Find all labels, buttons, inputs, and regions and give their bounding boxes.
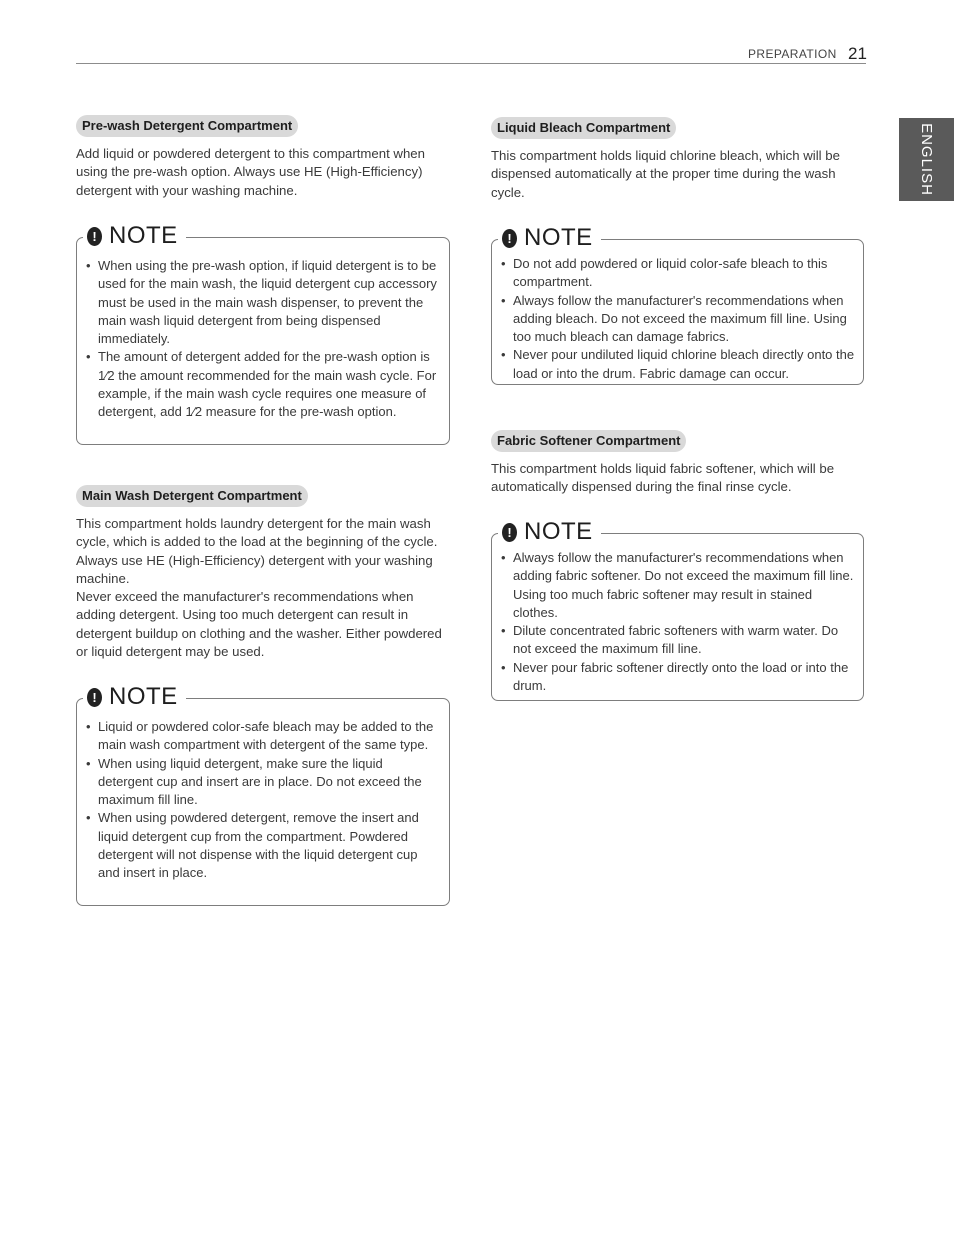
section-title: PREPARATION [748,47,837,61]
note-item: • Always follow the manufacturer's recommendations when adding bleach. Do not exceed the maximum fill line. Using too much bleach can damage fabrics. [501,292,855,347]
note-item: • When using liquid detergent, make sure the liquid detergent cup and insert are in place. Do not exceed the maximum fill line. [86,755,441,810]
note-title: NOTE [109,683,178,710]
prewash-note-box [76,222,450,445]
note-list [501,255,855,383]
softener-heading: Fabric Softener Compartment [491,430,686,452]
bleach-heading: Liquid Bleach Compartment [491,117,676,139]
note-list [86,257,441,422]
note-header [498,518,601,546]
note-item: • When using powdered detergent, remove the insert and liquid detergent cup from the compartment. Powdered detergent will not dispense with the liquid detergent cup and insert in place. [86,809,441,882]
mainwash-body-2: Never exceed the manufacturer's recommendations when adding detergent. Using too much detergent can result in detergent buildup on clothing and the washer. Either powdered or liquid detergent may be used. [76,589,442,659]
note-header [498,224,601,252]
note-item: • The amount of detergent added for the pre-wash option is 1⁄2 the amount recommended for the main wash cycle. For example, if the main wash cycle requires one measure of detergent, add 1⁄2 measure for the pre-wash option. [86,348,441,421]
note-header [83,222,186,250]
note-item: • Liquid or powdered color-safe bleach may be added to the main wash compartment with detergent of the same type. [86,718,441,755]
note-item: • Never pour undiluted liquid chlorine bleach directly onto the load or into the drum. Fabric damage can occur. [501,346,855,383]
exclamation-icon: ! [87,227,102,246]
prewash-body: Add liquid or powdered detergent to this compartment when using the pre-wash option. Always use HE (High-Efficiency) detergent with your washing machine. [76,146,425,198]
mainwash-body-1: This compartment holds laundry detergent for the main wash cycle, which is added to the load at the beginning of the cycle. Always use HE (High-Efficiency) detergent with your washing machine. [76,516,438,586]
note-title: NOTE [524,518,593,545]
softener-body: This compartment holds liquid fabric softener, which will be automatically dispensed during the final rinse cycle. [491,461,835,495]
note-list [86,718,441,883]
softener-note-box [491,518,864,701]
note-title: NOTE [524,224,593,251]
mainwash-heading: Main Wash Detergent Compartment [76,485,308,507]
language-tab-label: ENGLISH [918,123,936,196]
note-item: • Do not add powdered or liquid color-safe bleach to this compartment. [501,255,855,292]
note-item: • Always follow the manufacturer's recommendations when adding fabric softener. Do not exceed the maximum fill line. Using too much fabric softener may result in stained clothes. [501,549,855,622]
bleach-note-box [491,224,864,385]
page-number: 21 [848,44,867,63]
bleach-body: This compartment holds liquid chlorine bleach, which will be dispensed automatically at the proper time during the wash cycle. [491,148,840,200]
mainwash-note-box [76,683,450,906]
header-divider [76,63,866,64]
note-list [501,549,855,695]
prewash-heading: Pre-wash Detergent Compartment [76,115,298,137]
note-item: • Dilute concentrated fabric softeners with warm water. Do not exceed the maximum fill line. [501,622,855,659]
exclamation-icon: ! [87,688,102,707]
exclamation-icon: ! [502,229,517,248]
note-item: • When using the pre-wash option, if liquid detergent is to be used for the main wash, the liquid detergent cup accessory must be used in the main wash dispenser, to prevent the main wash liquid detergent from being dispensed immediately. [86,257,441,348]
exclamation-icon: ! [502,523,517,542]
note-header [83,683,186,711]
note-item: • Never pour fabric softener directly onto the load or into the drum. [501,659,855,696]
note-title: NOTE [109,222,178,249]
language-tab [899,118,954,201]
